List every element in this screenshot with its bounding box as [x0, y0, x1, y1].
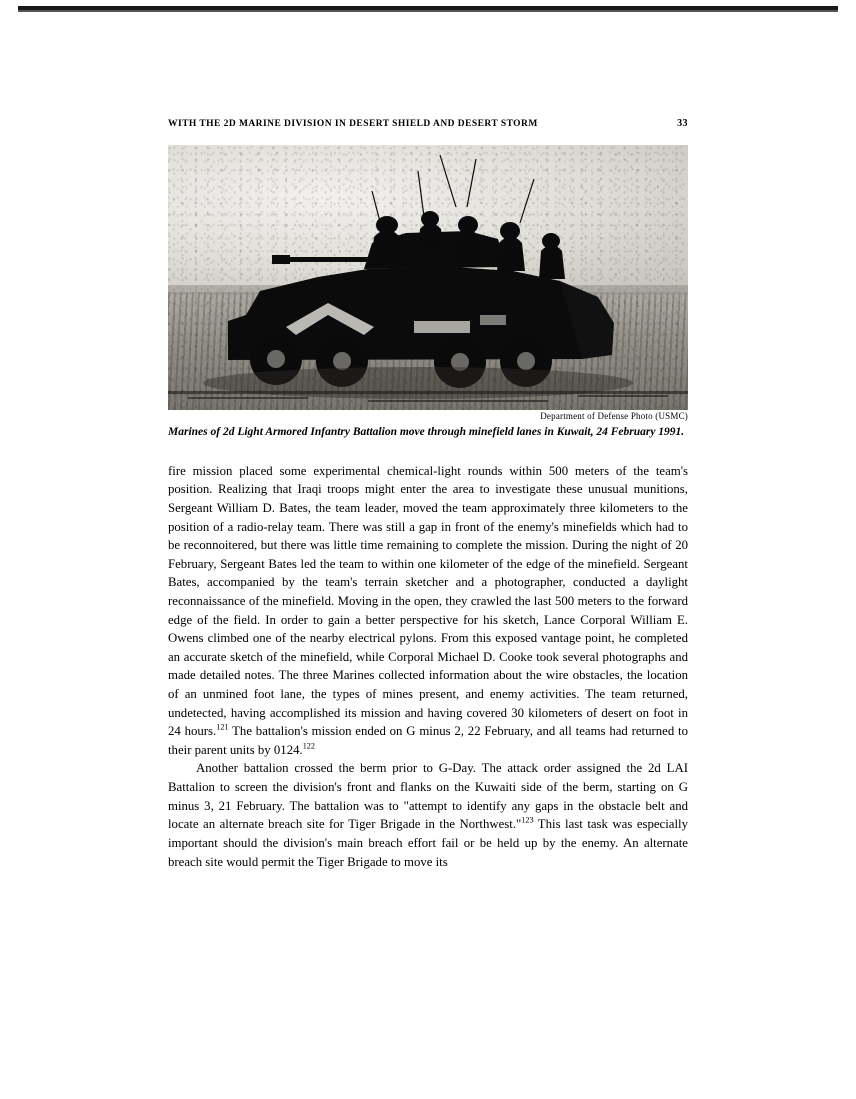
paragraph-1-text-a: fire mission placed some experimental chemical-light rounds within 500 meters of the team's position. Realizing that Iraqi troops might enter the area to investigate these unusual munitions, Sergeant William D. Bates, the team leader, moved the team approximately three kilometers to the position of a radio-relay team. There was still a gap in front of the enemy's minefields which had to be reconnoitered, but there was little time remaining to complete the mission. During the night of 20 February, Sergeant Bates led the team to within one kilometer of the edge of the minefield. Sergeant Bates, accompanied by the team's terrain sketcher and a photographer, conducted a daylight reconnaissance of the minefield. Moving in the open, they crawled the last 500 meters to the forward edge of the field. In order to gain a better perspective for his sketch, Lance Corporal William E. Owens climbed one of the nearby electrical pylons. From this exposed vantage point, he completed an accurate sketch of the minefield, while Corporal Michael D. Cooke took several photographs and made detailed notes. The three Marines collected information about the wire obstacles, the location of an unmined foot lane, the types of mines present, and enemy activities. The team returned, undetected, having accomplished its mission and having covered 30 kilometers of desert on foot in 24 hours.	[168, 463, 688, 739]
page-content	[168, 118, 688, 871]
running-head-title: WITH THE 2D MARINE DIVISION IN DESERT SHIELD AND DESERT STORM	[168, 119, 538, 129]
paragraph-2-text-b: This last task was especially important should the division's main breach effort fail or be held up by the enemy. An alternate breach site would permit the Tiger Brigade to move its	[168, 817, 688, 869]
footnote-ref-123: 123	[521, 816, 534, 826]
paragraph-1-text-b: The battalion's mission ended on G minus 2, 22 February, and all teams had returned to their parent units by 0124.	[168, 724, 688, 757]
footnote-ref-122: 122	[302, 741, 315, 751]
paragraph-1	[168, 462, 688, 760]
photograph	[168, 145, 688, 410]
figure	[168, 145, 688, 440]
photo-credit: Department of Defense Photo (USMC)	[540, 411, 688, 421]
footnote-ref-121: 121	[216, 722, 229, 732]
page-number: 33	[677, 118, 688, 129]
scan-artifact-bar-secondary	[18, 10, 838, 12]
paragraph-2	[168, 759, 688, 871]
figure-caption: Marines of 2d Light Armored Infantry Battalion move through minefield lanes in Kuwait, 24 February 1991.	[168, 426, 685, 438]
body-text	[168, 462, 688, 871]
running-head	[168, 118, 688, 129]
photo-vehicle-silhouette	[168, 145, 688, 410]
paragraph-2-text-a: Another battalion crossed the berm prior to G-Day. The attack order assigned the 2d LAI Battalion to screen the division's front and flanks on the Kuwaiti side of the berm, starting on G minus 3, 21 February. The battalion was to "attempt to identify any gaps in the obstacle belt and locate an alternate breach site for Tiger Brigade in the Northwest."	[168, 761, 688, 832]
